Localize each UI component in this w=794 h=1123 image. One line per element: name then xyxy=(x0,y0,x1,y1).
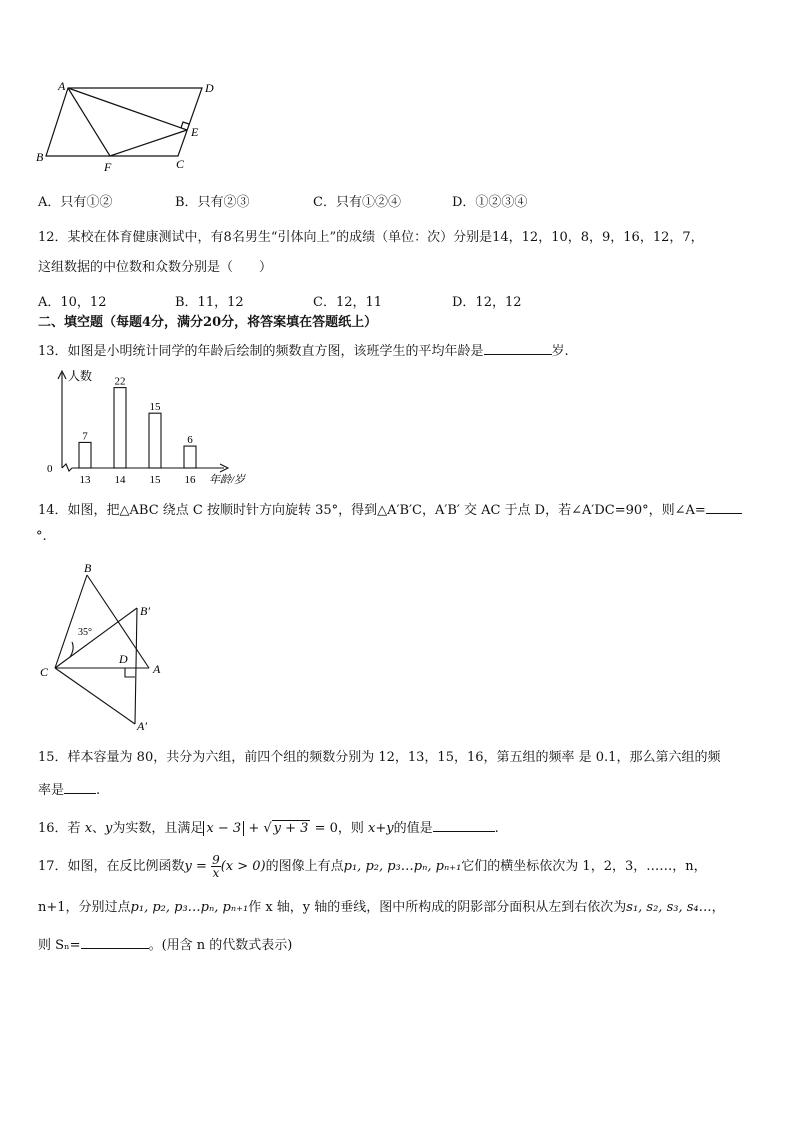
q14-stem xyxy=(38,499,742,520)
q14-rotation-figure xyxy=(36,560,176,735)
q17-p2: 的图像上有点 xyxy=(265,859,344,874)
q13-text-before: 13．如图是小明统计同学的年龄后绘制的频数直方图，该班学生的平均年龄是 xyxy=(38,344,484,359)
q16-p3: ，则 xyxy=(337,821,369,836)
q13-x-axis-label: 年龄/岁 xyxy=(209,474,246,486)
q11-label-f: F xyxy=(104,160,112,173)
q14-label-a-prime: A′ xyxy=(137,719,147,733)
q17-stem-line2 xyxy=(38,899,725,917)
q13-x-tick-16: 16 xyxy=(184,474,196,486)
q16-var-x: x xyxy=(84,821,93,836)
q17-frac-den: x xyxy=(212,866,220,880)
q14-label-a: A xyxy=(153,662,161,676)
q12-option-a[interactable]: A．10，12 xyxy=(38,295,107,310)
q12-stem-line1: 12．某校在体育健康测试中，有8名男生“引体向上”的成绩（单位：次）分别是14，12，10，8，9，16，12，7， xyxy=(38,230,704,245)
q17-p1: 17．如图，在反比例函数 xyxy=(38,859,185,874)
q17-l3-p1: 则 Sₙ= xyxy=(38,938,81,953)
q17-p3: 它们的横坐标依次为 1，2，3，……，n， xyxy=(461,859,707,874)
q13-bar-15 xyxy=(149,413,161,468)
q13-text-after: 岁. xyxy=(551,344,569,359)
q16-stem xyxy=(38,817,499,838)
q11-parallelogram-figure xyxy=(36,78,226,173)
q16-answer-blank[interactable] xyxy=(433,817,495,832)
q13-stem xyxy=(38,340,569,361)
q17-l2-p2: 作 x 轴，y 轴的垂线，图中所构成的阴影部分面积从左到右依次为 xyxy=(248,900,627,915)
q16-p4: 的值是 xyxy=(393,821,433,836)
q11-label-e: E xyxy=(191,125,199,139)
q16-abs-expr: x − 3 xyxy=(206,821,242,836)
q16-xy: x+y xyxy=(368,821,394,836)
q12-stem-line2: 这组数据的中位数和众数分别是（ ） xyxy=(38,260,273,275)
q13-x-tick-14: 14 xyxy=(114,474,126,486)
q13-y-axis-label: 人数 xyxy=(68,369,93,383)
q17-func-y: y xyxy=(184,859,192,874)
q17-condition: (x > 0) xyxy=(220,859,266,874)
q11-option-c[interactable]: C．只有①②④ xyxy=(313,195,401,210)
q17-l2-p3: ， xyxy=(711,900,725,915)
q13-bar-value-14: 22 xyxy=(114,375,126,388)
q16-sep: 、 xyxy=(92,821,106,836)
q16-plus: + xyxy=(244,821,264,836)
q11-label-c: C xyxy=(176,157,185,171)
q17-area-list: s₁, s₂, s₃, s₄… xyxy=(626,900,712,915)
q11-option-b[interactable]: B．只有②③ xyxy=(175,195,250,210)
q13-histogram xyxy=(44,367,254,492)
q16-var-y: y xyxy=(105,821,113,836)
q16-sqrt-expr: y + 3 xyxy=(273,821,309,836)
q14-angle-label: 35° xyxy=(78,627,92,638)
q17-frac-num: 9 xyxy=(212,853,220,867)
q12-option-b[interactable]: B．11，12 xyxy=(175,295,244,310)
q17-answer-blank[interactable] xyxy=(81,934,149,949)
q13-bar-value-16: 6 xyxy=(187,434,193,447)
q14-label-c: C xyxy=(40,665,49,679)
q15-text-after: . xyxy=(96,783,101,798)
q16-eq: = 0 xyxy=(310,821,338,836)
q13-x-tick-15: 15 xyxy=(149,474,161,486)
q13-bar-14 xyxy=(114,388,126,468)
q15-text-before: 率是 xyxy=(38,783,65,798)
q16-p2: 为实数，且满足 xyxy=(112,821,204,836)
q15-stem-line2 xyxy=(38,779,100,800)
q13-bar-value-13: 7 xyxy=(82,430,88,443)
q14-label-b-prime: B′ xyxy=(140,604,150,618)
q14-label-d: D xyxy=(119,652,128,666)
q11-label-b: B xyxy=(36,150,44,164)
q16-end: . xyxy=(494,821,499,836)
q13-bar-value-15: 15 xyxy=(149,401,161,414)
q11-option-a[interactable]: A．只有①② xyxy=(38,195,113,210)
q17-stem-line1 xyxy=(38,852,707,882)
q17-points-list-1: p₁, p₂, p₃…pₙ, pₙ₊₁ xyxy=(343,859,462,874)
q17-l2-p1: n+1，分别过点 xyxy=(38,900,131,915)
q14-answer-blank[interactable] xyxy=(706,499,742,514)
q13-x-tick-13: 13 xyxy=(79,474,91,486)
q11-label-d: D xyxy=(205,81,214,95)
q12-option-c[interactable]: C．12，11 xyxy=(313,295,383,310)
q15-stem-line1: 15．样本容量为 80，共分为六组，前四个组的频数分别为 12，13，15，16，第五组的频率 是 0.1，那么第六组的频 xyxy=(38,750,721,765)
q11-option-d[interactable]: D．①②③④ xyxy=(452,195,528,210)
q15-answer-blank[interactable] xyxy=(64,779,96,794)
q17-l3-p2: 。(用含 n 的代数式表示) xyxy=(148,938,293,953)
q16-abs xyxy=(203,821,244,836)
q17-points-list-2: p₁, p₂, p₃…pₙ, pₙ₊₁ xyxy=(130,900,249,915)
q13-bar-16 xyxy=(184,446,196,468)
q16-sqrt-sign: √ xyxy=(263,821,272,836)
q14-text: 14．如图，把△ABC 绕点 C 按顺时针方向旋转 35°，得到△A′B′C，A′B′ 交 AC 于点 D，若∠A′DC=90°，则∠A= xyxy=(38,503,706,518)
q17-func-eq: = xyxy=(191,859,212,874)
section-fill-blank-title: 二、填空题（每题4分，满分20分，将答案填在答题纸上） xyxy=(38,315,378,330)
q13-bar-13 xyxy=(79,442,91,468)
q16-p1: 16．若 xyxy=(38,821,85,836)
q11-label-a: A xyxy=(58,79,66,93)
q14-stem-line2: °. xyxy=(36,529,47,544)
q17-stem-line3 xyxy=(38,934,292,955)
q12-option-d[interactable]: D．12，12 xyxy=(452,295,522,310)
q13-answer-blank[interactable] xyxy=(484,340,552,355)
q13-bars xyxy=(79,376,196,486)
q14-label-b: B xyxy=(84,561,92,575)
q17-fraction xyxy=(211,854,221,879)
q13-origin-label: 0 xyxy=(47,463,53,475)
